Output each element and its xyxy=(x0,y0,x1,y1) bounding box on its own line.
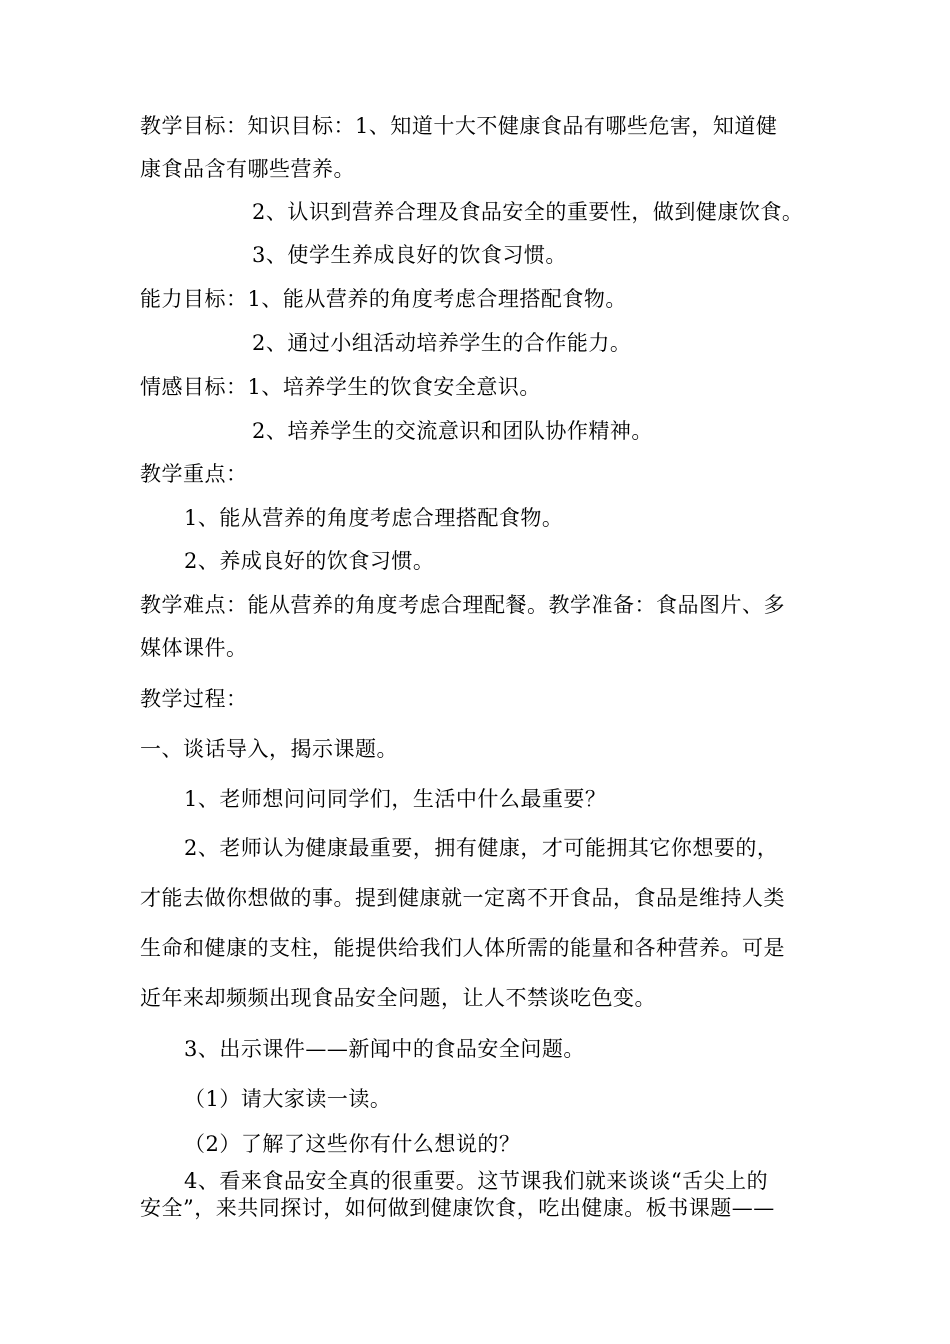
line-1: 教学目标：知识目标：1、知道十大不健康食品有哪些危害，知道健 xyxy=(140,114,778,138)
line-7: 情感目标：1、培养学生的饮食安全意识。 xyxy=(140,375,541,399)
line-24: 4、看来食品安全真的很重要。这节课我们就来谈谈“舌尖上的 xyxy=(184,1169,769,1193)
line-11: 2、养成良好的饮食习惯。 xyxy=(184,549,435,573)
line-16: 1、老师想问问同学们，生活中什么最重要？ xyxy=(184,787,607,811)
line-15: 一、谈话导入，揭示课题。 xyxy=(140,737,398,761)
line-2: 康食品含有哪些营养。 xyxy=(140,157,355,181)
line-4: 3、使学生养成良好的饮食习惯。 xyxy=(252,243,567,267)
line-20: 近年来却频频出现食品安全问题，让人不禁谈吃色变。 xyxy=(140,986,656,1010)
line-3: 2、认识到营养合理及食品安全的重要性，做到健康饮食。 xyxy=(252,200,804,224)
line-19: 生命和健康的支柱，能提供给我们人体所需的能量和各种营养。可是 xyxy=(140,936,785,960)
line-14: 教学过程： xyxy=(140,687,248,711)
line-8: 2、培养学生的交流意识和团队协作精神。 xyxy=(252,419,653,443)
line-25: 安全”，来共同探讨，如何做到健康饮食，吃出健康。板书课题—— xyxy=(140,1196,775,1220)
line-12: 教学难点：能从营养的角度考虑合理配餐。教学准备：食品图片、多 xyxy=(140,593,785,617)
line-21: 3、出示课件——新闻中的食品安全问题。 xyxy=(184,1037,585,1061)
line-6: 2、通过小组活动培养学生的合作能力。 xyxy=(252,331,632,355)
line-22: （1）请大家读一读。 xyxy=(184,1087,392,1111)
line-18: 才能去做你想做的事。提到健康就一定离不开食品，食品是维持人类 xyxy=(140,886,785,910)
line-9: 教学重点： xyxy=(140,462,248,486)
line-17: 2、老师认为健康最重要，拥有健康，才可能拥其它你想要的， xyxy=(184,836,779,860)
line-23: （2）了解了这些你有什么想说的？ xyxy=(184,1132,521,1156)
line-5: 能力目标：1、能从营养的角度考虑合理搭配食物。 xyxy=(140,287,627,311)
line-13: 媒体课件。 xyxy=(140,636,248,660)
line-10: 1、能从营养的角度考虑合理搭配食物。 xyxy=(184,506,564,530)
